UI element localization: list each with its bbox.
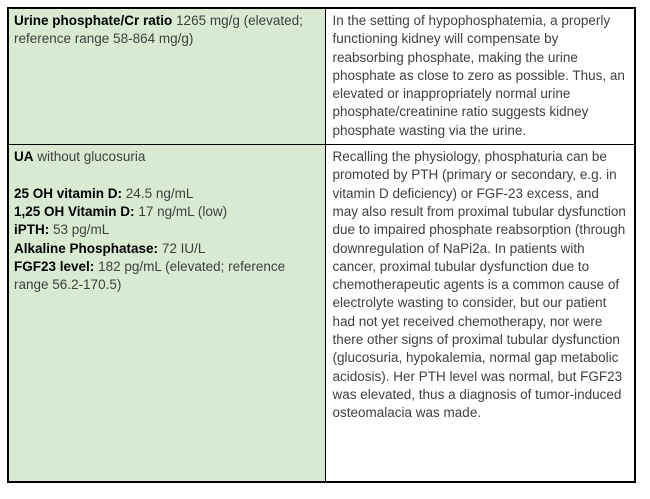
urine-phosphate-value: 1265 mg/g (elevated; reference range 58-864 mg/g) xyxy=(14,13,303,47)
table-row-lab-panel xyxy=(8,145,635,482)
vitamin-d-25-label: 25 OH vitamin D: xyxy=(14,185,123,201)
ipth-value: 53 pg/mL xyxy=(53,222,110,238)
vitamin-d-125-label: 1,25 OH Vitamin D: xyxy=(14,203,135,219)
ua-value: without glucosuria xyxy=(37,149,146,165)
blank-line-spacer xyxy=(14,166,318,184)
lab-panel-explanation-text: Recalling the physiology, phosphaturia can be promoted by PTH (primary or secondary, e.g. in vitamin D deficiency) or FGF-23 excess, and may also result from proximal tubular dysfunction due to impaired phosphate reabsorption (through downregulation of NaPi2a. In patients with cancer, proximal tubular dysfunction due to chemotherapeutic agents is a common cause of electrolyte wasting to consider, but our patient had not yet received chemotherapy, nor were there other signs of proximal tubular dysfunction (glucosuria, hypokalemia, normal gap metabolic acidosis). Her PTH level was normal, but FGF23 was elevated, thus a diagnosis of tumor-induced osteomalacia was made. xyxy=(332,149,626,421)
explanation-cell-lab-panel xyxy=(325,145,635,482)
lab-line-fgf23 xyxy=(14,258,318,295)
table-row-urine-phosphate xyxy=(8,8,635,145)
finding-cell-urine-phosphate xyxy=(8,8,325,145)
alk-phos-value: 72 IU/L xyxy=(161,240,206,256)
lab-line-25-oh-vitamin-d xyxy=(14,185,318,203)
urine-phosphate-explanation-text: In the setting of hypophosphatemia, a properly functioning kidney will compensate by reabsorbing phosphate, making the urine phosphate as close to zero as possible. Thus, an elevated or inappropriately normal urine phosphate/creatinine ratio suggests kidney phosphate wasting via the urine. xyxy=(332,13,625,138)
ua-label: UA xyxy=(14,149,34,165)
urine-phosphate-label: Urine phosphate/Cr ratio xyxy=(14,13,173,28)
alk-phos-label: Alkaline Phosphatase: xyxy=(14,240,159,256)
fgf23-label: FGF23 level: xyxy=(14,258,95,274)
lab-line-ua xyxy=(14,148,318,166)
vitamin-d-25-value: 24.5 ng/mL xyxy=(125,185,194,201)
lab-line-alkaline-phosphatase xyxy=(14,240,318,258)
fgf23-value: 182 pg/mL (elevated; reference range 56.2-170.5) xyxy=(14,258,286,293)
lab-line-125-oh-vitamin-d xyxy=(14,203,318,221)
lab-line-ipth xyxy=(14,221,318,239)
ipth-label: iPTH: xyxy=(14,222,50,238)
lab-findings-table xyxy=(7,7,636,483)
finding-cell-lab-panel xyxy=(8,145,325,482)
explanation-cell-urine-phosphate xyxy=(325,8,635,145)
vitamin-d-125-value: 17 ng/mL (low) xyxy=(138,203,228,219)
